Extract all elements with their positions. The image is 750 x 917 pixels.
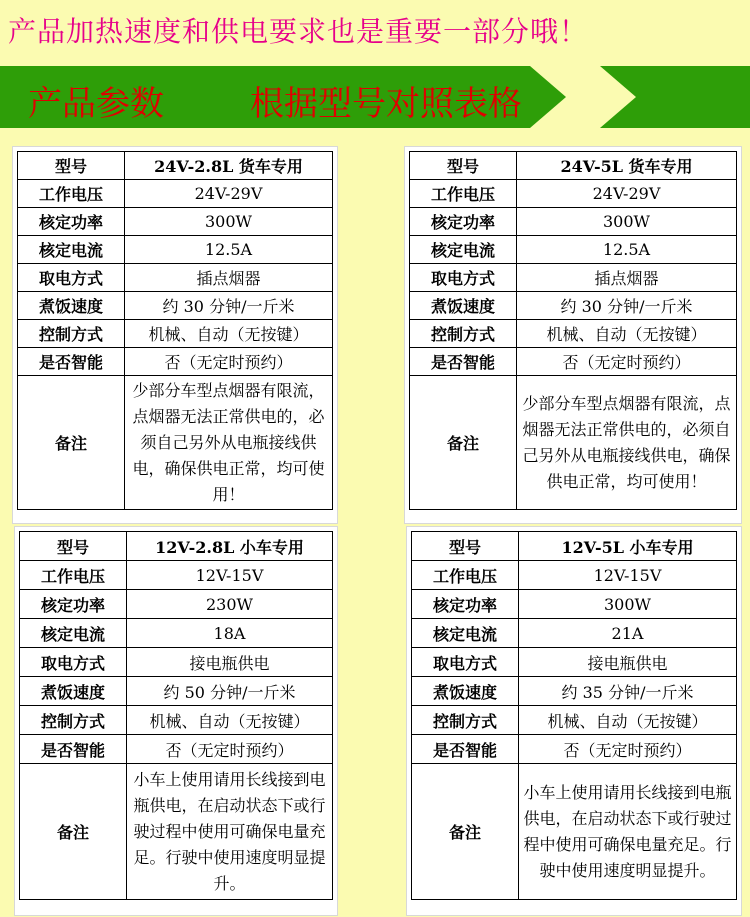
cook-speed-value: 约 30 分钟/一斤米 [125, 292, 333, 320]
table-row [20, 677, 333, 706]
row-label: 取电方式 [20, 648, 127, 677]
smart-value: 否（无定时预约） [127, 735, 333, 764]
row-label: 取电方式 [412, 648, 519, 677]
smart-value: 否（无定时预约） [517, 348, 737, 376]
power-value: 300W [517, 208, 737, 236]
row-label: 煮饭速度 [412, 677, 519, 706]
row-label: 工作电压 [20, 561, 127, 590]
table-row [18, 264, 333, 292]
model-value: 24V-5L 货车专用 [517, 152, 737, 180]
row-label: 是否智能 [410, 348, 517, 376]
note-value: 小车上使用请用长线接到电瓶供电，在启动状态下或行驶过程中使用可确保电量充足。行驶中使用速度明显提升。 [519, 764, 737, 900]
row-label: 备注 [18, 376, 125, 510]
table-row [412, 590, 737, 619]
row-label: 煮饭速度 [410, 292, 517, 320]
banner-text [28, 76, 522, 125]
row-label: 核定电流 [20, 619, 127, 648]
row-label: 控制方式 [412, 706, 519, 735]
power-source-value: 插点烟器 [125, 264, 333, 292]
control-value: 机械、自动（无按键） [125, 320, 333, 348]
current-value: 12.5A [517, 236, 737, 264]
table-row [20, 532, 333, 561]
row-label: 核定电流 [18, 236, 125, 264]
table-row [410, 236, 737, 264]
table-row [18, 208, 333, 236]
banner-right-title: 根据型号对照表格 [250, 84, 522, 124]
parameter-banner [0, 66, 750, 128]
smart-value: 否（无定时预约） [125, 348, 333, 376]
row-label: 型号 [410, 152, 517, 180]
row-label: 是否智能 [412, 735, 519, 764]
current-value: 18A [127, 619, 333, 648]
voltage-value: 24V-29V [517, 180, 737, 208]
table-row [410, 320, 737, 348]
row-label: 备注 [410, 376, 517, 510]
power-source-value: 接电瓶供电 [519, 648, 737, 677]
smart-value: 否（无定时预约） [519, 735, 737, 764]
current-value: 12.5A [125, 236, 333, 264]
table-row [412, 706, 737, 735]
row-label: 核定功率 [18, 208, 125, 236]
spec-table-4 [411, 531, 737, 900]
spec-table-1 [17, 151, 333, 510]
row-label: 煮饭速度 [20, 677, 127, 706]
spec-panel-3 [14, 526, 338, 916]
table-row [412, 619, 737, 648]
table-row [412, 648, 737, 677]
row-label: 核定电流 [410, 236, 517, 264]
voltage-value: 24V-29V [125, 180, 333, 208]
spec-panel-1 [12, 146, 338, 524]
control-value: 机械、自动（无按键） [519, 706, 737, 735]
row-label: 是否智能 [20, 735, 127, 764]
voltage-value: 12V-15V [519, 561, 737, 590]
row-label: 核定电流 [412, 619, 519, 648]
table-row [20, 735, 333, 764]
power-value: 300W [519, 590, 737, 619]
table-row [410, 180, 737, 208]
table-row [18, 320, 333, 348]
row-label: 煮饭速度 [18, 292, 125, 320]
table-row [18, 376, 333, 510]
table-row [20, 561, 333, 590]
row-label: 型号 [18, 152, 125, 180]
table-row [410, 292, 737, 320]
table-row [410, 376, 737, 510]
table-row [412, 561, 737, 590]
row-label: 控制方式 [20, 706, 127, 735]
row-label: 核定功率 [412, 590, 519, 619]
row-label: 取电方式 [410, 264, 517, 292]
table-row [412, 764, 737, 900]
table-row [20, 619, 333, 648]
table-row [18, 152, 333, 180]
note-value: 少部分车型点烟器有限流，点烟器无法正常供电的，必须自己另外从电瓶接线供电，确保供电正常，均可使用！ [517, 376, 737, 510]
table-row [412, 677, 737, 706]
row-label: 控制方式 [410, 320, 517, 348]
row-label: 备注 [20, 764, 127, 900]
table-row [20, 764, 333, 900]
note-value: 小车上使用请用长线接到电瓶供电，在启动状态下或行驶过程中使用可确保电量充足。行驶中使用速度明显提升。 [127, 764, 333, 900]
power-value: 230W [127, 590, 333, 619]
table-row [410, 348, 737, 376]
row-label: 型号 [412, 532, 519, 561]
note-value: 少部分车型点烟器有限流，点烟器无法正常供电的，必须自己另外从电瓶接线供电，确保供电正常，均可使用！ [125, 376, 333, 510]
cook-speed-value: 约 35 分钟/一斤米 [519, 677, 737, 706]
table-row [18, 292, 333, 320]
voltage-value: 12V-15V [127, 561, 333, 590]
row-label: 是否智能 [18, 348, 125, 376]
current-value: 21A [519, 619, 737, 648]
model-value: 12V-2.8L 小车专用 [127, 532, 333, 561]
headline: 产品加热速度和供电要求也是重要一部分哦！ [8, 15, 589, 48]
row-label: 备注 [412, 764, 519, 900]
row-label: 工作电压 [412, 561, 519, 590]
cook-speed-value: 约 50 分钟/一斤米 [127, 677, 333, 706]
table-row [20, 590, 333, 619]
table-row [20, 648, 333, 677]
model-value: 12V-5L 小车专用 [519, 532, 737, 561]
cook-speed-value: 约 30 分钟/一斤米 [517, 292, 737, 320]
table-row [410, 152, 737, 180]
table-row [412, 532, 737, 561]
table-row [412, 735, 737, 764]
row-label: 工作电压 [410, 180, 517, 208]
spec-panel-4 [406, 526, 742, 916]
power-source-value: 插点烟器 [517, 264, 737, 292]
power-value: 300W [125, 208, 333, 236]
spec-table-2 [409, 151, 737, 510]
power-source-value: 接电瓶供电 [127, 648, 333, 677]
row-label: 取电方式 [18, 264, 125, 292]
spec-table-3 [19, 531, 333, 900]
spec-panel-2 [404, 146, 742, 524]
control-value: 机械、自动（无按键） [517, 320, 737, 348]
model-value: 24V-2.8L 货车专用 [125, 152, 333, 180]
table-row [410, 264, 737, 292]
row-label: 工作电压 [18, 180, 125, 208]
banner-left-title: 产品参数 [28, 84, 164, 124]
table-row [20, 706, 333, 735]
table-row [18, 348, 333, 376]
table-row [410, 208, 737, 236]
row-label: 控制方式 [18, 320, 125, 348]
row-label: 核定功率 [410, 208, 517, 236]
table-row [18, 236, 333, 264]
row-label: 核定功率 [20, 590, 127, 619]
table-row [18, 180, 333, 208]
row-label: 型号 [20, 532, 127, 561]
control-value: 机械、自动（无按键） [127, 706, 333, 735]
